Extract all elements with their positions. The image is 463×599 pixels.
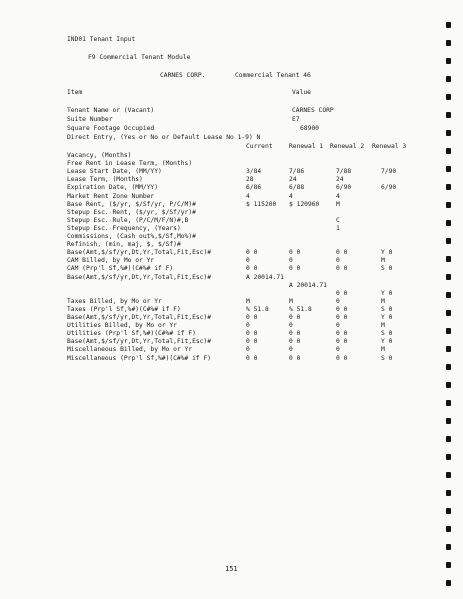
renewal-3-value: S 0 xyxy=(381,354,393,362)
renewal-3-value: M xyxy=(381,257,385,265)
renewal-1-value: A 20014.71 xyxy=(289,281,327,289)
row-label: Vacancy, (Months) xyxy=(67,152,132,159)
renewal-3-value: 7/90 xyxy=(381,168,397,176)
row-label: Free Rent in Lease Term, (Months) xyxy=(67,160,193,168)
current-value: 0 xyxy=(246,322,250,330)
renewal-2-value: 6/90 xyxy=(336,184,352,192)
direct-entry-label: Direct Entry, (Yes or No or Default Lease No 1-9) N xyxy=(67,134,261,141)
renewal-1-value: 6/88 xyxy=(289,184,305,192)
lease-col-renewal-2: Renewal 2 xyxy=(330,143,365,150)
perforation-hole xyxy=(446,472,451,478)
renewal-3-value: Y 0 xyxy=(381,289,393,297)
current-value: 3/84 xyxy=(246,168,262,176)
renewal-2-value: 0 xyxy=(336,257,340,265)
row-label: Stepup Esc. Rule, (P/C/M/F/N)#,B xyxy=(67,216,189,224)
renewal-3-value: 6/90 xyxy=(381,184,397,192)
perforation-hole xyxy=(446,400,451,406)
renewal-3-value: Y 0 xyxy=(381,249,393,257)
renewal-2-value: 0 0 xyxy=(336,305,348,313)
current-value: 6/86 xyxy=(246,184,262,192)
program-title: IND01 Tenant Input xyxy=(67,36,136,43)
current-value: 0 xyxy=(246,346,250,354)
perforation-hole xyxy=(446,76,451,82)
perforation-hole xyxy=(446,202,451,208)
perforation-hole xyxy=(446,364,451,370)
row-label: CAM (Prp'l Sf,%#)(C#%# if F) xyxy=(67,265,174,273)
perforation-hole xyxy=(446,274,451,280)
renewal-1-value: 4 xyxy=(289,192,293,200)
perforation-hole xyxy=(446,112,451,118)
row-label: Taxes (Prp'l Sf,%#)(C#%# if F) xyxy=(67,305,181,313)
current-value: 28 xyxy=(246,176,254,184)
renewal-2-value: 0 0 xyxy=(336,265,348,273)
row-label: Base(Amt,$/sf/yr,Dt,Yr,Total,Fit,Esc)# xyxy=(67,249,212,257)
row-label: Expiration Date, (MM/YY) xyxy=(67,184,158,192)
renewal-1-value: 0 xyxy=(289,346,293,354)
current-value: 4 xyxy=(246,192,250,200)
renewal-2-value: 0 0 xyxy=(336,249,348,257)
perforation-hole xyxy=(446,508,451,514)
perforation-hole xyxy=(446,346,451,352)
perforation-hole xyxy=(446,238,451,244)
row-label: Base(Amt,$/sf/yr,Dt,Yr,Total,Fit,Esc)# xyxy=(67,314,212,321)
renewal-2-value: 0 0 xyxy=(336,354,348,362)
renewal-3-value: M xyxy=(381,297,385,305)
company-name: CARNES CORP. xyxy=(160,72,206,79)
renewal-3-value: Y 0 xyxy=(381,338,393,346)
renewal-2-value: 0 0 xyxy=(336,314,348,321)
renewal-3-value: M xyxy=(381,322,385,330)
current-value: A 20014.71 xyxy=(246,273,284,281)
renewal-2-value: 0 xyxy=(336,297,340,305)
renewal-2-value: 0 xyxy=(336,322,340,330)
row-label: Base(Amt,$/sf/yr,Dt,Yr,Total,Fit,Esc)# xyxy=(67,273,212,281)
renewal-2-value: 1 xyxy=(336,224,340,232)
perforation-hole xyxy=(446,40,451,46)
perforation-hole xyxy=(446,292,451,298)
renewal-1-value: M xyxy=(289,297,293,305)
perforation-hole xyxy=(446,418,451,424)
renewal-2-value: 7/88 xyxy=(336,168,352,176)
perforation-hole xyxy=(446,526,451,532)
perforation-hole xyxy=(446,580,451,586)
lease-col-current: Current xyxy=(246,143,273,150)
renewal-1-value: 0 0 xyxy=(289,249,301,257)
renewal-1-value: 0 xyxy=(289,322,293,330)
renewal-3-value: Y 0 xyxy=(381,314,393,321)
square-footage-value: 68900 xyxy=(300,125,319,132)
row-label: Lease Term, (Months) xyxy=(67,176,143,184)
renewal-1-value: 0 0 xyxy=(289,330,301,338)
perforation-hole xyxy=(446,22,451,28)
renewal-1-value: 0 0 xyxy=(289,354,301,362)
current-value: 0 0 xyxy=(246,338,258,346)
renewal-1-value: 0 0 xyxy=(289,314,301,321)
renewal-1-value: % 51.8 xyxy=(289,305,312,313)
perforation-hole xyxy=(446,436,451,442)
renewal-2-value: 0 0 xyxy=(336,338,348,346)
perforation-hole xyxy=(446,562,451,568)
current-value: M xyxy=(246,297,250,305)
renewal-3-value: M xyxy=(381,346,385,354)
row-label: Commissions, (Cash out%,$/Sf,Mo%)# xyxy=(67,233,196,240)
square-footage-label: Square Footage Occupied xyxy=(67,125,155,132)
perforation-hole xyxy=(446,94,451,100)
suite-number-label: Suite Number xyxy=(67,116,113,123)
renewal-1-value: $ 120960 xyxy=(289,200,320,208)
perforation-hole xyxy=(446,544,451,550)
tenant-name-label: Tenant Name or (Vacant) xyxy=(67,107,155,114)
current-value: 0 0 xyxy=(246,330,258,338)
row-label: CAM Billed, by Mo or Yr xyxy=(67,257,155,265)
renewal-2-value: 0 0 xyxy=(336,289,348,297)
row-label: Utilities (Prp'l Sf,%#)(C#%# if F) xyxy=(67,330,196,338)
perforation-hole xyxy=(446,328,451,334)
renewal-1-value: 0 0 xyxy=(289,265,301,273)
item-column-header: Item xyxy=(67,89,83,96)
current-value: $ 115200 xyxy=(246,200,277,208)
current-value: 0 0 xyxy=(246,314,258,321)
page-number: 151 xyxy=(225,565,238,573)
perforation-hole xyxy=(446,454,451,460)
suite-number-value: E7 xyxy=(292,116,300,123)
lease-col-renewal-1: Renewal 1 xyxy=(289,143,324,150)
renewal-1-value: 24 xyxy=(289,176,297,184)
perforation-hole xyxy=(446,256,451,262)
renewal-2-value: 0 0 xyxy=(336,330,348,338)
renewal-3-value: S 0 xyxy=(381,265,393,273)
perforation-hole xyxy=(446,220,451,226)
renewal-2-value: M xyxy=(336,200,340,208)
row-label: Lease Start Date, (MM/YY) xyxy=(67,168,162,176)
module-title: F9 Commercial Tenant Module xyxy=(88,54,191,61)
perforation-hole xyxy=(446,130,451,136)
perforation-hole xyxy=(446,382,451,388)
renewal-2-value: C xyxy=(336,216,340,224)
renewal-2-value: 24 xyxy=(336,176,344,184)
row-label: Base(Amt,$/sf/yr,Dt,Yr,Total,Fit,Esc)# xyxy=(67,338,212,346)
perforation-hole xyxy=(446,166,451,172)
current-value: 0 0 xyxy=(246,249,258,257)
value-column-header: Value xyxy=(292,89,311,96)
current-value: 0 0 xyxy=(246,265,258,273)
perforation-hole xyxy=(446,58,451,64)
perforation-hole xyxy=(446,310,451,316)
current-value: % 51.8 xyxy=(246,305,269,313)
renewal-1-value: 0 0 xyxy=(289,338,301,346)
tenant-label: Commercial Tenant 46 xyxy=(235,72,311,79)
row-label: Market Rent Zone Number xyxy=(67,192,155,200)
renewal-1-value: 7/86 xyxy=(289,168,305,176)
renewal-2-value: 0 xyxy=(336,346,340,354)
perforation-hole xyxy=(446,490,451,496)
row-label: Utilities Billed, by Mo or Yr xyxy=(67,322,177,330)
row-label: Stepup Esc. Frequency, (Years) xyxy=(67,224,181,232)
renewal-2-value: 4 xyxy=(336,192,340,200)
perforation-hole xyxy=(446,148,451,154)
row-label: Base Rent, ($/yr, $/Sf/yr, P/C/M)# xyxy=(67,200,196,208)
row-label: Miscellaneous (Prp'l Sf,%#)(C#%# if F) xyxy=(67,354,212,362)
renewal-1-value: 0 xyxy=(289,257,293,265)
row-label: Stepup Esc. Rent, ($/yr, $/Sf/yr)# xyxy=(67,208,196,216)
row-label: Miscellaneous Billed, by Mo or Yr xyxy=(67,346,193,354)
row-label: Refinish, (min, maj, $, $/Sf)# xyxy=(67,241,181,249)
tenant-name-value: CARNES CORP xyxy=(292,107,334,114)
current-value: 0 0 xyxy=(246,354,258,362)
current-value: 0 xyxy=(246,257,250,265)
lease-col-renewal-3: Renewal 3 xyxy=(372,143,407,150)
renewal-3-value: S 0 xyxy=(381,330,393,338)
renewal-3-value: S 0 xyxy=(381,305,393,313)
perforation-hole xyxy=(446,184,451,190)
row-label: Taxes Billed, by Mo or Yr xyxy=(67,297,162,305)
